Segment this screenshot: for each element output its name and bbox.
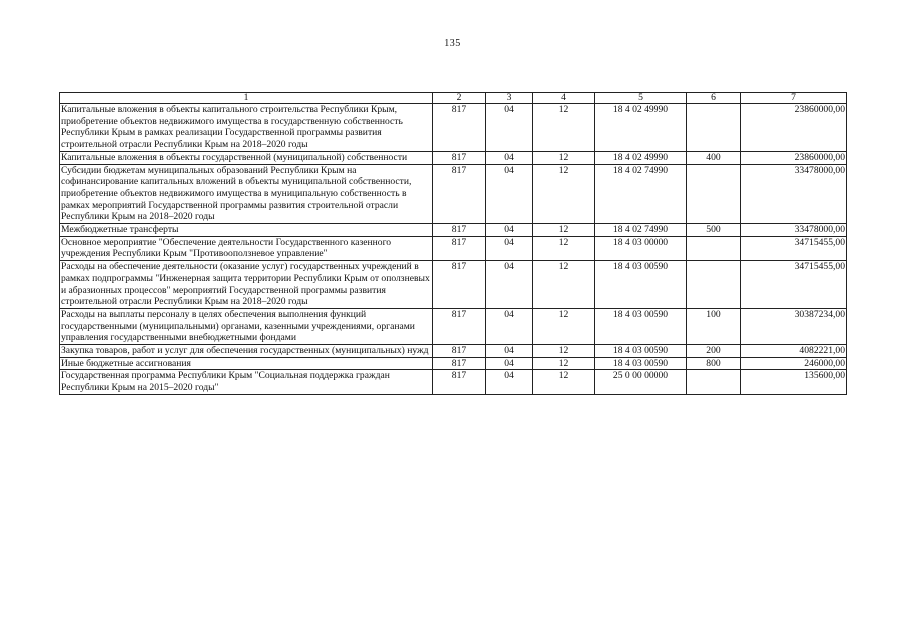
row-expense-type-cell [687, 104, 741, 152]
column-header: 7 [741, 93, 847, 104]
row-expense-type-cell: 800 [687, 357, 741, 370]
row-expense-type-cell [687, 370, 741, 394]
row-expense-type-cell [687, 261, 741, 309]
row-target-cell: 18 4 03 00590 [595, 308, 687, 344]
row-target-cell: 18 4 02 74990 [595, 164, 687, 224]
table-row [60, 164, 847, 224]
row-expense-type-cell: 100 [687, 308, 741, 344]
row-amount-cell: 33478000,00 [741, 164, 847, 224]
row-subsection-cell: 12 [533, 357, 595, 370]
row-expense-type-cell [687, 236, 741, 260]
budget-table [59, 92, 847, 395]
row-section-cell: 04 [486, 357, 533, 370]
row-name-cell: Расходы на обеспечение деятельности (оказание услуг) государственных учреждений в рамках подпрограммы "Инженерная защита территории Республики Крым от оползневых и абразионных процессов" мероприятий Государственной программы развития строительной отрасли Республики Крым на 2018–2020 годы [60, 261, 433, 309]
row-section-cell: 04 [486, 151, 533, 164]
row-target-cell: 18 4 02 74990 [595, 224, 687, 237]
row-amount-cell: 33478000,00 [741, 224, 847, 237]
row-name-cell: Капитальные вложения в объекты государственной (муниципальной) собственности [60, 151, 433, 164]
row-name-cell: Основное мероприятие "Обеспечение деятельности Государственного казенного учреждения Республики Крым "Противооползневое управление" [60, 236, 433, 260]
row-subsection-cell: 12 [533, 370, 595, 394]
row-amount-cell: 30387234,00 [741, 308, 847, 344]
row-code-cell: 817 [433, 357, 486, 370]
row-subsection-cell: 12 [533, 261, 595, 309]
row-subsection-cell: 12 [533, 224, 595, 237]
row-name-cell: Капитальные вложения в объекты капитального строительства Республики Крым, приобретение объектов недвижимого имущества в государственную собственность Республики Крым в рамках реализации Государственной программы развития строительной отрасли Республики Крым на 2018–2020 годы [60, 104, 433, 152]
row-target-cell: 18 4 03 00590 [595, 357, 687, 370]
column-header: 1 [60, 93, 433, 104]
row-code-cell: 817 [433, 261, 486, 309]
row-code-cell: 817 [433, 164, 486, 224]
row-name-cell: Расходы на выплаты персоналу в целях обеспечения выполнения функций государственными (муниципальными) органами, казенными учреждениями, органами управления государственными внебюджетными фондами [60, 308, 433, 344]
table-row [60, 261, 847, 309]
row-name-cell: Иные бюджетные ассигнования [60, 357, 433, 370]
row-expense-type-cell: 500 [687, 224, 741, 237]
row-section-cell: 04 [486, 308, 533, 344]
table-row [60, 308, 847, 344]
table-body [60, 104, 847, 395]
row-code-cell: 817 [433, 308, 486, 344]
row-name-cell: Субсидии бюджетам муниципальных образований Республики Крым на софинансирование капитальных вложений в объекты муниципальной собственности, приобретение объектов недвижимого имущества в муниципальную собственность в рамках мероприятий Государственной программы развития строительной отрасли Республики Крым на 2018–2020 годы [60, 164, 433, 224]
row-expense-type-cell: 400 [687, 151, 741, 164]
row-amount-cell: 135600,00 [741, 370, 847, 394]
row-subsection-cell: 12 [533, 104, 595, 152]
row-subsection-cell: 12 [533, 164, 595, 224]
row-code-cell: 817 [433, 151, 486, 164]
row-section-cell: 04 [486, 104, 533, 152]
row-code-cell: 817 [433, 345, 486, 358]
table-row [60, 151, 847, 164]
row-subsection-cell: 12 [533, 151, 595, 164]
row-code-cell: 817 [433, 224, 486, 237]
row-section-cell: 04 [486, 236, 533, 260]
row-target-cell: 18 4 03 00590 [595, 345, 687, 358]
row-target-cell: 18 4 02 49990 [595, 104, 687, 152]
page-number: 135 [444, 38, 461, 49]
row-section-cell: 04 [486, 261, 533, 309]
row-expense-type-cell: 200 [687, 345, 741, 358]
row-subsection-cell: 12 [533, 345, 595, 358]
table-row [60, 370, 847, 394]
row-target-cell: 18 4 03 00590 [595, 261, 687, 309]
table-row [60, 345, 847, 358]
column-header: 3 [486, 93, 533, 104]
row-subsection-cell: 12 [533, 236, 595, 260]
column-header: 2 [433, 93, 486, 104]
table-row [60, 104, 847, 152]
table-row [60, 236, 847, 260]
row-amount-cell: 246000,00 [741, 357, 847, 370]
row-target-cell: 18 4 03 00000 [595, 236, 687, 260]
row-section-cell: 04 [486, 224, 533, 237]
row-amount-cell: 34715455,00 [741, 261, 847, 309]
row-amount-cell: 34715455,00 [741, 236, 847, 260]
table-row [60, 357, 847, 370]
row-section-cell: 04 [486, 370, 533, 394]
row-target-cell: 25 0 00 00000 [595, 370, 687, 394]
column-header: 6 [687, 93, 741, 104]
row-amount-cell: 23860000,00 [741, 104, 847, 152]
row-section-cell: 04 [486, 345, 533, 358]
row-code-cell: 817 [433, 370, 486, 394]
column-header: 4 [533, 93, 595, 104]
row-name-cell: Государственная программа Республики Крым "Социальная поддержка граждан Республики Крым на 2015–2020 годы" [60, 370, 433, 394]
row-code-cell: 817 [433, 104, 486, 152]
row-subsection-cell: 12 [533, 308, 595, 344]
table-header-row [60, 93, 847, 104]
row-name-cell: Межбюджетные трансферты [60, 224, 433, 237]
table-row [60, 224, 847, 237]
row-amount-cell: 4082221,00 [741, 345, 847, 358]
row-target-cell: 18 4 02 49990 [595, 151, 687, 164]
row-name-cell: Закупка товаров, работ и услуг для обеспечения государственных (муниципальных) нужд [60, 345, 433, 358]
row-code-cell: 817 [433, 236, 486, 260]
row-amount-cell: 23860000,00 [741, 151, 847, 164]
column-header: 5 [595, 93, 687, 104]
row-section-cell: 04 [486, 164, 533, 224]
row-expense-type-cell [687, 164, 741, 224]
